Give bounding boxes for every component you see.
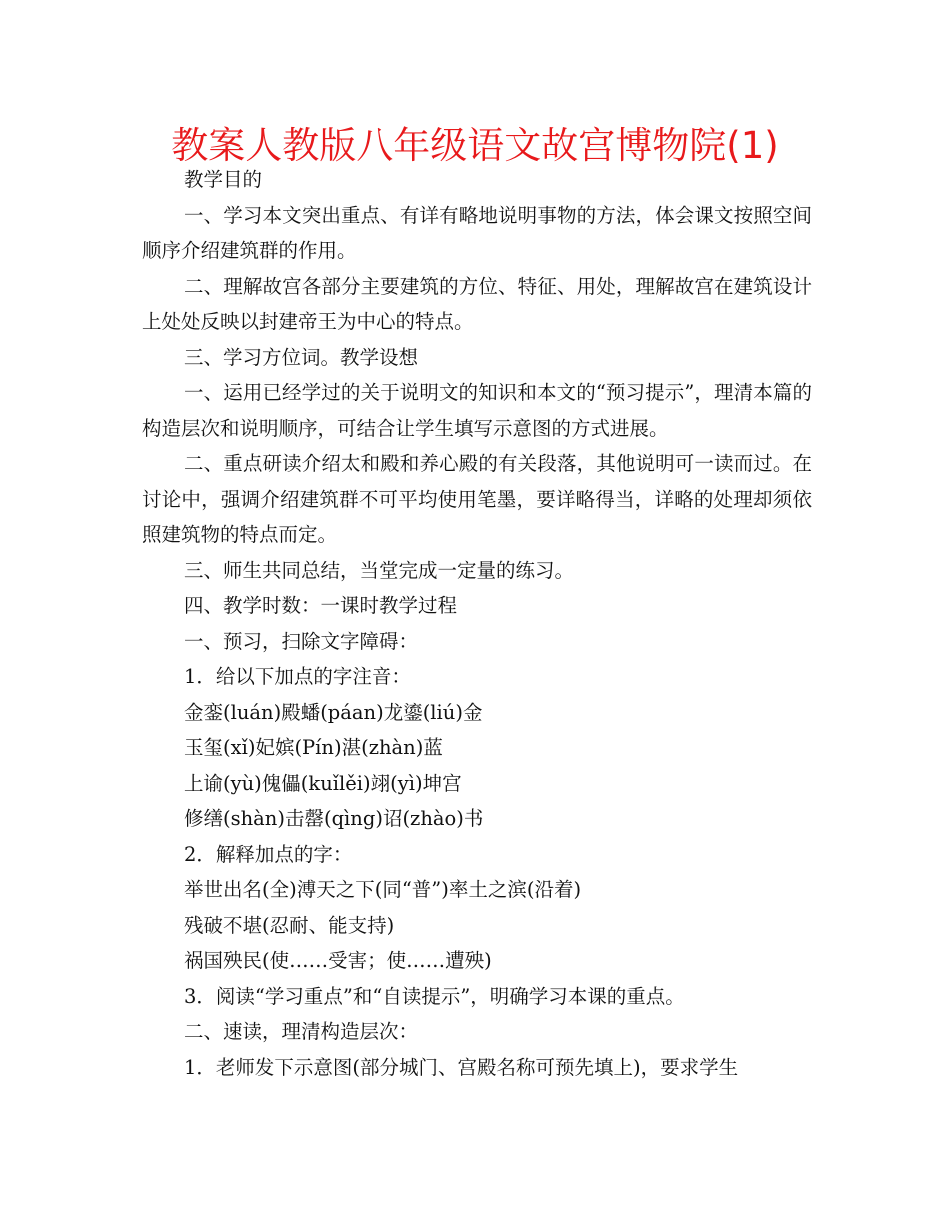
paragraph: 三、师生共同总结，当堂完成一定量的练习。 [184, 558, 575, 582]
paragraph: 二、理解故宫各部分主要建筑的方位、特征、用处，理解故宫在建筑设计上处处反映以封建帝王为中心的特点。 [142, 274, 812, 333]
paragraph: 一、运用已经学过的关于说明文的知识和本文的“预习提示”，理清本篇的构造层次和说明顺序，可结合让学生填写示意图的方式进展。 [142, 381, 812, 440]
list-item: 1．老师发下示意图(部分城门、宫殿名称可预先填上)，要求学生 [184, 1055, 739, 1079]
paragraph: 二、重点研读介绍太和殿和养心殿的有关段落，其他说明可一读而过。在讨论中，强调介绍建筑群不可平均使用笔墨，要详略得当，详略的处理却须依照建筑物的特点而定。 [142, 452, 812, 546]
definition-line: 残破不堪(忍耐、能支持) [184, 913, 395, 937]
pinyin-line: 修缮(shàn)击罄(qìng)诏(zhào)书 [184, 807, 484, 830]
definition-line: 举世出名(全)溥天之下(同“普”)率土之滨(沿着) [184, 878, 582, 901]
document-body [142, 162, 812, 1085]
paragraph: 二、速读，理清构造层次： [184, 1020, 419, 1043]
paragraph: 一、预习，扫除文字障碍： [184, 629, 419, 653]
pinyin-line: 上谕(yù)傀儡(kuǐlěi)翊(yì)坤宫 [184, 771, 462, 795]
paragraph: 一、学习本文突出重点、有详有略地说明事物的方法，体会课文按照空间顺序介绍建筑群的作用。 [142, 203, 812, 262]
definition-line: 祸国殃民(使……受害；使……遭殃) [184, 949, 492, 972]
paragraph: 三、学习方位词。教学设想 [184, 345, 419, 369]
list-item: 1．给以下加点的字注音： [184, 665, 411, 688]
pinyin-line: 玉玺(xǐ)妃嫔(Pín)湛(zhàn)蓝 [184, 736, 443, 759]
pinyin-line: 金銮(luán)殿蟠(páan)龙鎏(liú)金 [184, 700, 483, 724]
list-item: 2．解释加点的字： [184, 842, 353, 866]
paragraph: 四、教学时数：一课时教学过程 [184, 594, 458, 617]
document-title: 教案人教版八年级语文故宫博物院(1) [171, 124, 779, 167]
list-item: 3．阅读“学习重点”和“自读提示”，明确学习本课的重点。 [184, 984, 685, 1008]
section-heading-teaching-goals: 教学目的 [184, 168, 263, 191]
